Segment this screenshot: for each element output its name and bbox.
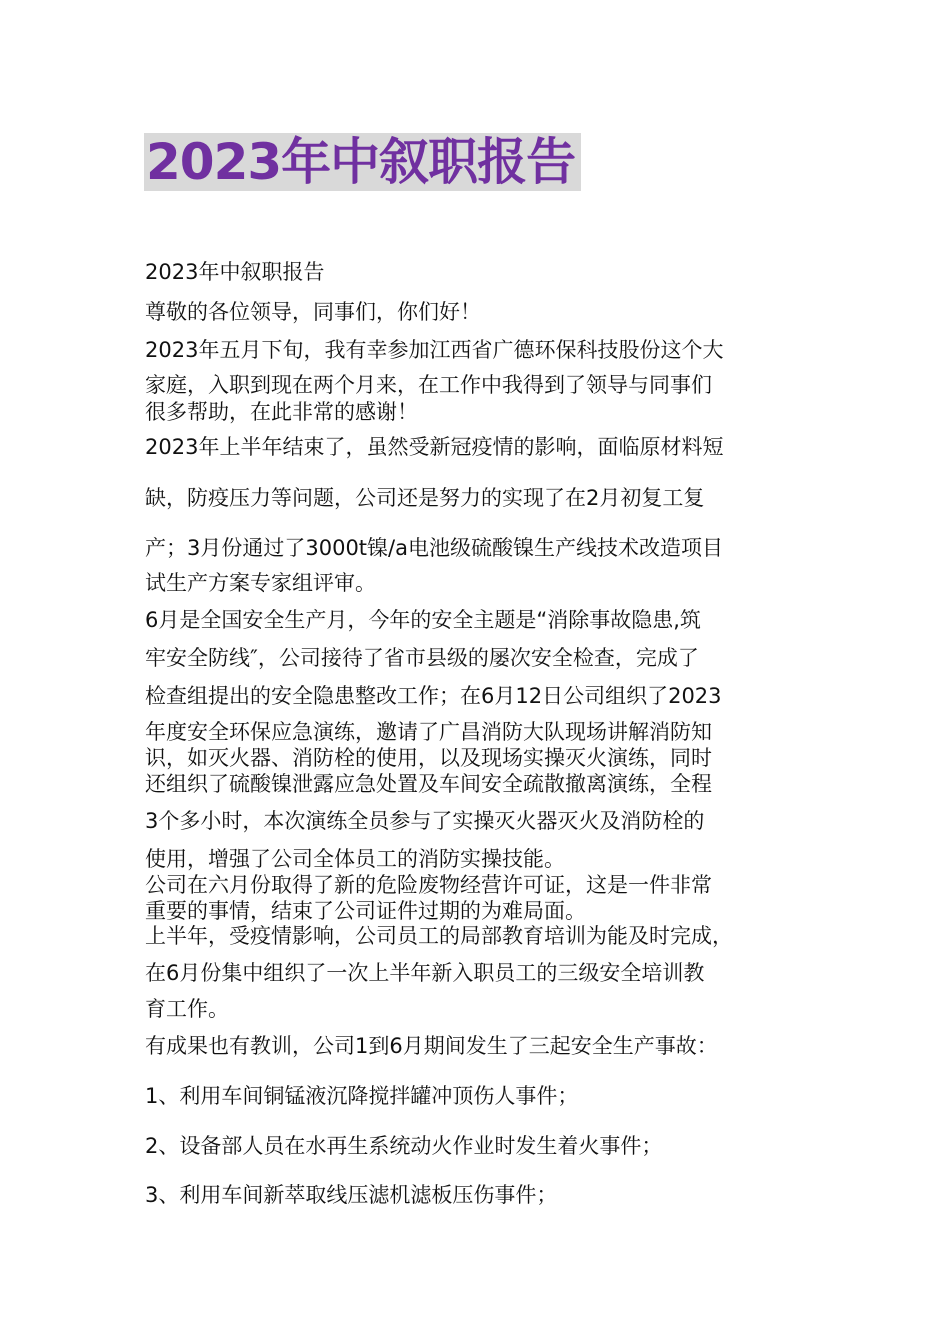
text-line: 使用，增强了公司全体员工的消防实操技能。 bbox=[145, 847, 565, 871]
text-line: 重要的事情，结束了公司证件过期的为难局面。 bbox=[145, 899, 586, 923]
text-line: 3个多小时，本次演练全员参与了实操灭火器灭火及消防栓的 bbox=[145, 809, 705, 833]
text-line: 缺，防疫压力等问题，公司还是努力的实现了在2月初复工复 bbox=[145, 486, 705, 510]
text-line: 3、利用车间新萃取线压滤机滤板压伤事件； bbox=[145, 1183, 558, 1207]
text-line: 很多帮助，在此非常的感谢！ bbox=[145, 400, 418, 424]
text-line: 2、设备部人员在水再生系统动火作业时发生着火事件； bbox=[145, 1134, 663, 1158]
text-line: 检查组提出的安全隐患整改工作；在6月12日公司组织了2023 bbox=[145, 684, 722, 708]
title-highlight bbox=[144, 133, 581, 191]
text-line: 家庭，入职到现在两个月来，在工作中我得到了领导与同事们 bbox=[145, 373, 712, 397]
text-line: 产；3月份通过了3000t镍/a电池级硫酸镍生产线技术改造项目 bbox=[145, 536, 723, 560]
text-line: 2023年中叙职报告 bbox=[145, 260, 325, 284]
text-line: 育工作。 bbox=[145, 997, 229, 1021]
text-line: 上半年，受疫情影响，公司员工的局部教育培训为能及时完成， bbox=[145, 924, 733, 948]
text-line: 有成果也有教训，公司1到6月期间发生了三起安全生产事故： bbox=[145, 1034, 718, 1058]
text-line: 1、利用车间铜锰液沉降搅拌罐冲顶伤人事件； bbox=[145, 1084, 579, 1108]
text-line: 牢安全防线″，公司接待了省市县级的屡次安全检查，完成了 bbox=[145, 646, 699, 670]
text-line: 试生产方案专家组评审。 bbox=[145, 571, 376, 595]
text-line: 识，如灭火器、消防栓的使用，以及现场实操灭火演练，同时 bbox=[145, 746, 712, 770]
text-line: 年度安全环保应急演练，邀请了广昌消防大队现场讲解消防知 bbox=[145, 720, 712, 744]
text-line: 在6月份集中组织了一次上半年新入职员工的三级安全培训教 bbox=[145, 961, 705, 985]
text-line: 公司在六月份取得了新的危险废物经营许可证，这是一件非常 bbox=[145, 873, 712, 897]
document-title: 2023年中叙职报告 bbox=[146, 133, 576, 191]
text-line: 尊敬的各位领导，同事们，你们好！ bbox=[145, 300, 481, 324]
text-line: 还组织了硫酸镍泄露应急处置及车间安全疏散撤离演练，全程 bbox=[145, 772, 712, 796]
text-line: 2023年上半年结束了，虽然受新冠疫情的影响，面临原材料短 bbox=[145, 435, 724, 459]
text-line: 2023年五月下旬，我有幸参加江西省广德环保科技股份这个大 bbox=[145, 338, 724, 362]
text-line: 6月是全国安全生产月，今年的安全主题是“消除事故隐患,筑 bbox=[145, 608, 701, 632]
